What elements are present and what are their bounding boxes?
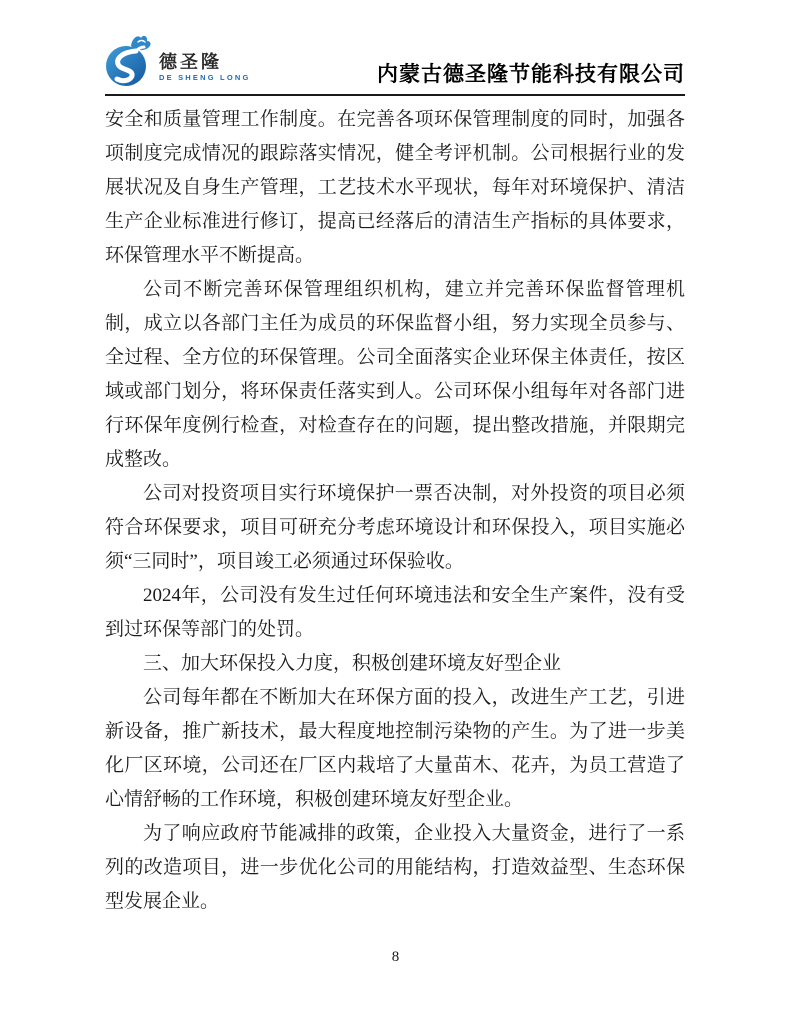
company-logo (105, 33, 251, 88)
dragon-logo-icon (105, 33, 153, 88)
body-paragraph: 公司不断完善环保管理组织机构，建立并完善环保监督管理机制，成立以各部门主任为成员的环保监督小组，努力实现全员参与、全过程、全方位的环保管理。公司全面落实企业环保主体责任，按区域或部门划分，将环保责任落实到人。公司环保小组每年对各部门进行环保年度例行检查，对检查存在的问题，提出整改措施，并限期完成整改。 (105, 279, 685, 470)
body-paragraph: 公司每年都在不断加大在环保方面的投入，改进生产工艺，引进新设备，推广新技术，最大程度地控制污染物的产生。为了进一步美化厂区环境，公司还在厂区内栽培了大量苗木、花卉，为员工营造了心情舒畅的工作环境，积极创建环境友好型企业。 (105, 687, 685, 810)
section-heading: 三、加大环保投入力度，积极创建环境友好型企业 (143, 653, 562, 674)
document-body (105, 96, 685, 919)
page-footer (0, 948, 791, 966)
page-header (105, 33, 685, 96)
body-paragraph: 为了响应政府节能减排的政策，企业投入大量资金，进行了一系列的改造项目，进一步优化公司的用能结构，打造效益型、生态环保型发展企业。 (105, 823, 685, 912)
brand-name-cn: 德圣隆 (159, 52, 222, 73)
logo-wordmark (159, 53, 251, 82)
brand-name-en: DE SHENG LONG (159, 73, 251, 83)
body-paragraph: 2024年，公司没有发生过任何环境违法和安全生产案件，没有受到过环保等部门的处罚。 (105, 585, 685, 640)
body-paragraph: 公司对投资项目实行环境保护一票否决制，对外投资的项目必须符合环保要求，项目可研充分考虑环境设计和环保投入，项目实施必须“三同时”，项目竣工必须通过环保验收。 (105, 483, 685, 572)
page-number: 8 (391, 949, 400, 965)
body-paragraph: 安全和质量管理工作制度。在完善各项环保管理制度的同时，加强各项制度完成情况的跟踪落实情况，健全考评机制。公司根据行业的发展状况及自身生产管理，工艺技术水平现状，每年对环境保护、清洁生产企业标准进行修订，提高已经落后的清洁生产指标的具体要求，环保管理水平不断提高。 (105, 109, 685, 266)
company-name: 内蒙古德圣隆节能科技有限公司 (377, 62, 685, 86)
